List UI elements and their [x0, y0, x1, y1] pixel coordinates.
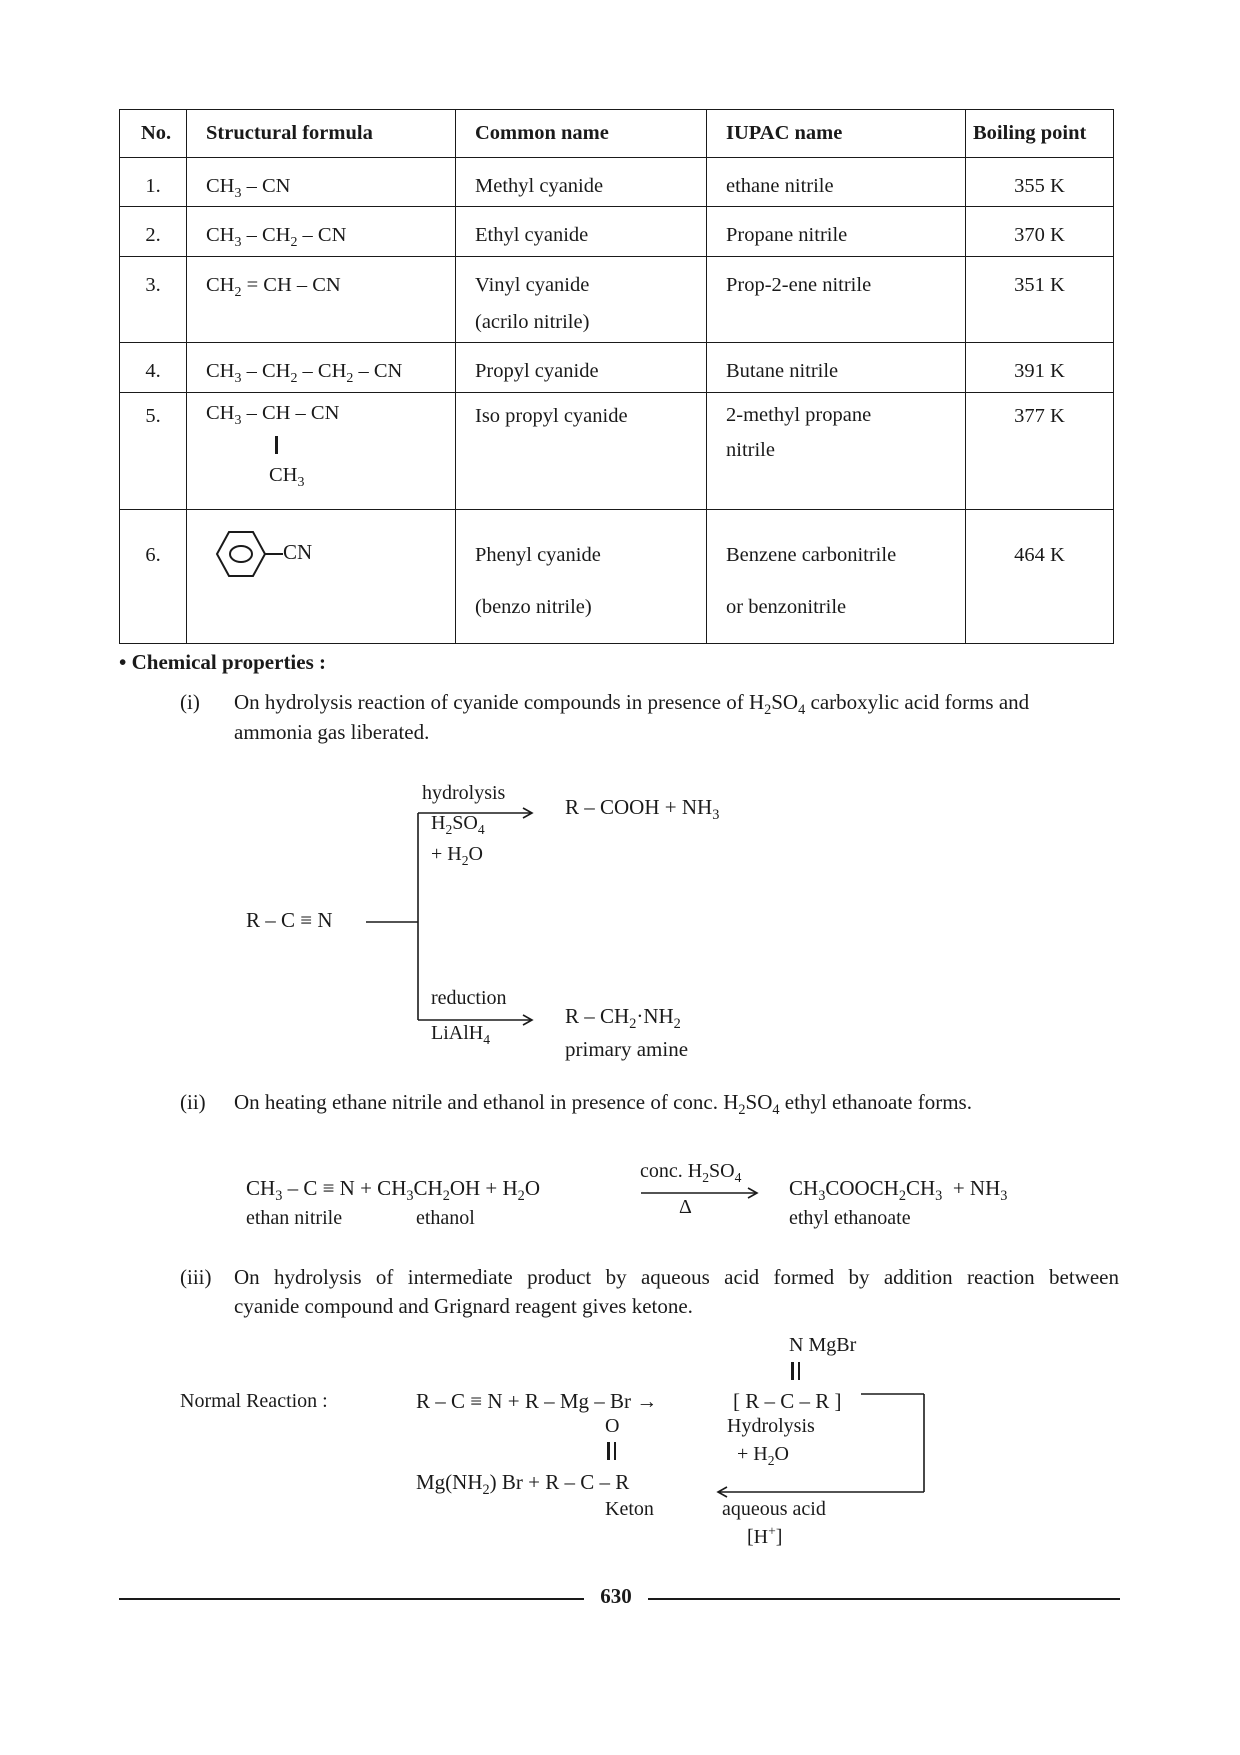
aqueous-acid-label: aqueous acid	[722, 1498, 826, 1520]
intermediate-product: [ R – C – R ]	[733, 1389, 842, 1413]
conc-h2so4-condition: conc. $H_2SO_4$	[640, 1160, 742, 1185]
item-i-text-part2: carboxylic acid forms and	[805, 690, 1030, 714]
reaction-3-return-arrow	[710, 1385, 930, 1505]
amine-product: $R - CH_2\cdot NH_2$	[565, 1004, 681, 1032]
iupac-name-line1: 2-methyl propane	[726, 404, 872, 426]
boiling-point: 391 K	[1014, 360, 1065, 382]
header-no: No.	[120, 110, 187, 158]
iupac-name-line2: nitrile	[726, 439, 775, 461]
item-i-text: On hydrolysis reaction of cyanide compounds in presence of $H_2SO_4$ carboxylic acid forms and	[234, 690, 1030, 718]
iupac-name	[707, 510, 965, 633]
common-name-line2: (benzo nitrile)	[475, 596, 592, 618]
item-ii-text-part2: ethyl ethanoate forms.	[779, 1090, 972, 1114]
common-name: Ethyl cyanide	[475, 224, 589, 246]
structural-formula: $CH_2$ = CH – CN	[206, 274, 341, 300]
item-iii-marker: (iii)	[180, 1265, 212, 1289]
structural-formula: $CH_3$ – CH – CN $CH_3$	[206, 402, 340, 490]
hydrolysis-label: hydrolysis	[422, 782, 506, 804]
water-reagent: + $H_2O$	[431, 843, 483, 868]
boiling-point: 370 K	[1014, 224, 1065, 246]
ester-products: $CH_3COOCH_2CH_3 + NH_3$	[789, 1176, 1008, 1204]
double-bond-carbonyl	[607, 1442, 620, 1465]
item-i-text-part1: On hydrolysis reaction of cyanide compounds in presence of H	[234, 690, 765, 714]
single-bond	[275, 436, 278, 454]
heat-symbol: Δ	[679, 1196, 692, 1218]
structural-formula: $CH_3 - CH_2 - CH_2$ – CN	[206, 360, 403, 386]
iupac-name: Prop-2-ene nitrile	[726, 274, 872, 296]
item-i-marker: (i)	[180, 690, 200, 714]
item-iii-text-line2: cyanide compound and Grignard reagent gives ketone.	[234, 1294, 693, 1318]
iupac-name: Propane nitrile	[726, 224, 848, 246]
row-number: 4.	[145, 360, 161, 382]
iupac-name-line2: or benzonitrile	[726, 596, 847, 618]
hydrolysis-label-2: Hydrolysis	[727, 1415, 815, 1437]
item-iii-text-line1: On hydrolysis of intermediate product by aqueous acid formed by addition reaction between	[234, 1265, 1119, 1289]
grignard-reactants: R – C ≡ N + R – Mg – Br →	[416, 1389, 658, 1413]
table-row	[120, 393, 1114, 510]
primary-amine-label: primary amine	[565, 1037, 689, 1061]
water-label-2: + $H_2O$	[737, 1443, 789, 1468]
ketone-products: $Mg(NH_2) Br + R - C - R$	[416, 1470, 630, 1498]
boiling-point: 464 K	[1014, 544, 1065, 566]
row-number: 1.	[145, 175, 161, 197]
ethan-nitrile-label: ethan nitrile	[246, 1207, 343, 1229]
structural-formula: $CH_3$ – CN	[206, 175, 291, 201]
h2so4-reagent: $H_2SO_4$	[431, 812, 485, 837]
row-number: 5.	[145, 405, 161, 427]
row-number: 6.	[145, 544, 161, 566]
section-title: • Chemical properties :	[119, 650, 327, 674]
esterification-reactants: $CH_3 - C \equiv N + CH_3CH_2OH + H_2O$	[246, 1176, 540, 1204]
structural-formula	[187, 510, 455, 630]
table-row	[120, 343, 1114, 393]
cn-substituent: CN	[283, 540, 313, 564]
row-number: 3.	[145, 274, 161, 296]
table-row	[120, 510, 1114, 644]
header-common-name: Common name	[456, 110, 707, 158]
page-number: 630	[600, 1584, 632, 1608]
iupac-name-line1: Benzene carbonitrile	[726, 544, 897, 566]
boiling-point: 355 K	[1014, 175, 1065, 197]
reaction-2-arrow	[640, 1186, 760, 1200]
reactant-nitrile: R – C ≡ N	[246, 908, 333, 932]
ethanol-label: ethanol	[416, 1207, 475, 1229]
item-ii-marker: (ii)	[180, 1090, 206, 1114]
ethyl-ethanoate-label: ethyl ethanoate	[789, 1207, 911, 1229]
reduction-label: reduction	[431, 987, 507, 1009]
properties-table	[119, 109, 1114, 644]
boiling-point: 377 K	[1014, 405, 1065, 427]
benzene-ring-icon	[205, 528, 345, 588]
iupac-name: Butane nitrile	[726, 360, 839, 382]
common-name-line1: Phenyl cyanide	[475, 544, 601, 566]
double-bond-imine	[791, 1362, 804, 1385]
hydrogen-ion-label: [H+]	[747, 1523, 783, 1548]
table-header-row	[120, 110, 1114, 158]
item-i-text-line2: ammonia gas liberated.	[234, 720, 430, 744]
common-name-line2: (acrilo nitrile)	[475, 311, 590, 333]
common-name-line1: Vinyl cyanide	[475, 274, 590, 296]
lialh4-reagent: LiAlH$_4$	[431, 1022, 491, 1047]
common-name: Methyl cyanide	[475, 175, 604, 197]
header-structural-formula: Structural formula	[187, 110, 456, 158]
common-name	[456, 510, 706, 633]
ketone-label: Keton	[605, 1498, 654, 1520]
boiling-point: 351 K	[1014, 274, 1065, 296]
carboxylic-acid-product: R – COOH + $NH_3$	[565, 795, 720, 823]
common-name: Propyl cyanide	[475, 360, 599, 382]
item-ii-text-part1: On heating ethane nitrile and ethanol in presence of conc. H	[234, 1090, 739, 1114]
header-iupac-name: IUPAC name	[707, 110, 966, 158]
water-label-2-plus: + H	[737, 1443, 768, 1465]
n-mgbr-group: N MgBr	[789, 1334, 857, 1356]
table-row	[120, 257, 1114, 343]
water-reagent-plus: + H	[431, 843, 462, 865]
iupac-name: ethane nitrile	[726, 175, 834, 197]
structural-formula: $CH_3 - CH_2$ – CN	[206, 224, 347, 250]
table-row	[120, 207, 1114, 257]
header-boiling-point: Boiling point	[966, 110, 1114, 158]
common-name	[456, 257, 706, 341]
conc-h2so4-prefix: conc. H	[640, 1160, 703, 1182]
normal-reaction-label: Normal Reaction :	[180, 1390, 328, 1412]
item-ii-text: On heating ethane nitrile and ethanol in presence of conc. $H_2SO_4$ ethyl ethanoate forms.	[234, 1090, 972, 1118]
footer-rule-right	[648, 1598, 1120, 1600]
footer-rule-left	[119, 1598, 584, 1600]
table-row	[120, 158, 1114, 207]
ketone-oxygen: O	[605, 1415, 620, 1437]
iupac-name	[707, 393, 965, 468]
row-number: 2.	[145, 224, 161, 246]
common-name: Iso propyl cyanide	[475, 405, 628, 427]
